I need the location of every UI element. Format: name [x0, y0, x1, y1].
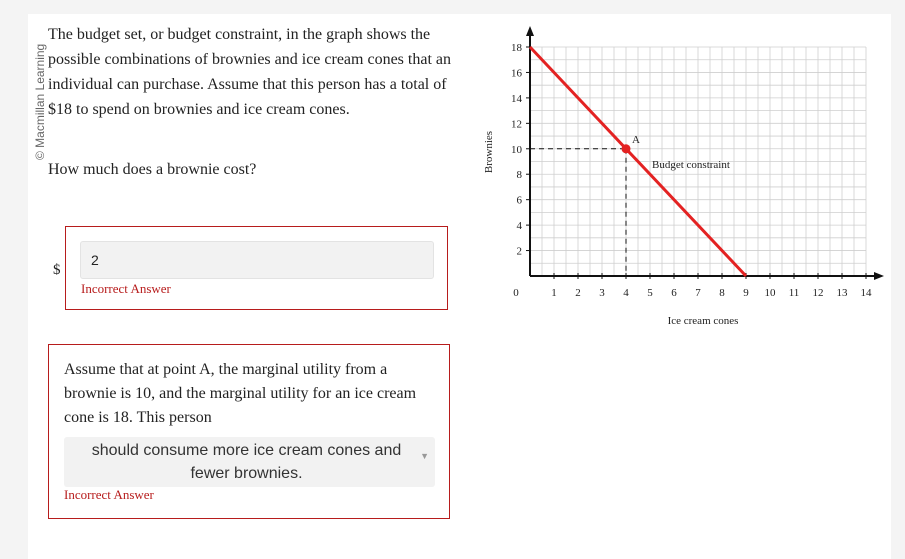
y-tick-label: 12 [511, 118, 522, 131]
y-tick-label: 16 [511, 67, 522, 80]
x-tick-label: 6 [671, 287, 677, 299]
x-tick-label: 11 [788, 287, 800, 299]
question-2-text: Assume that at point A, the marginal utility from a brownie is 10, and the marginal utility for an ice cream cone is 18. This person [64, 361, 417, 426]
x-tick-label: 14 [860, 287, 872, 299]
y-tick-label: 14 [511, 92, 522, 105]
consumption-select-value: should consume more ice cream cones and fewer brownies. [91, 442, 402, 482]
x-tick-label: 1 [551, 287, 557, 299]
series-label: Budget constraint [652, 159, 730, 171]
origin-label: 0 [513, 287, 519, 299]
x-tick-label: 5 [647, 287, 653, 299]
x-tick-label: 2 [575, 287, 581, 299]
x-axis-arrow [874, 272, 884, 280]
y-axis-arrow [526, 26, 534, 36]
x-tick-label: 8 [719, 287, 725, 299]
x-axis-label: Ice cream cones [667, 315, 739, 327]
incorrect-answer-label-2: Incorrect Answer [64, 487, 154, 502]
x-tick-label: 7 [695, 287, 701, 299]
incorrect-answer-label-1: Incorrect Answer [81, 281, 171, 296]
x-tick-label: 9 [743, 287, 749, 299]
question-intro: The budget set, or budget constraint, in the graph shows the possible combinations of brownies and ice cream cones that an individual can purchase. Assume that this person has a total of $18 to spend on brownies and ice cream cones. [48, 26, 451, 118]
y-tick-label: 6 [516, 194, 522, 207]
brownie-price-input[interactable]: 2 [80, 241, 434, 279]
x-tick-label: 10 [764, 287, 776, 299]
x-tick-label: 13 [836, 287, 848, 299]
y-tick-label: 8 [516, 169, 522, 182]
y-tick-label: 18 [511, 42, 522, 54]
copyright-watermark: © Macmillan Learning [33, 43, 47, 160]
currency-symbol: $ [53, 262, 61, 278]
point-a [622, 144, 631, 153]
y-tick-label: 4 [516, 220, 522, 233]
chevron-down-icon: ▼ [420, 451, 429, 461]
question-ask: How much does a brownie cost? [48, 161, 257, 178]
point-a-label: A [632, 133, 640, 146]
y-tick-label: 2 [516, 245, 522, 258]
x-tick-label: 12 [812, 287, 824, 299]
x-tick-label: 4 [623, 287, 629, 299]
y-tick-label: 10 [511, 143, 522, 156]
y-axis-label: Brownies [483, 130, 495, 174]
x-tick-label: 3 [599, 287, 605, 299]
